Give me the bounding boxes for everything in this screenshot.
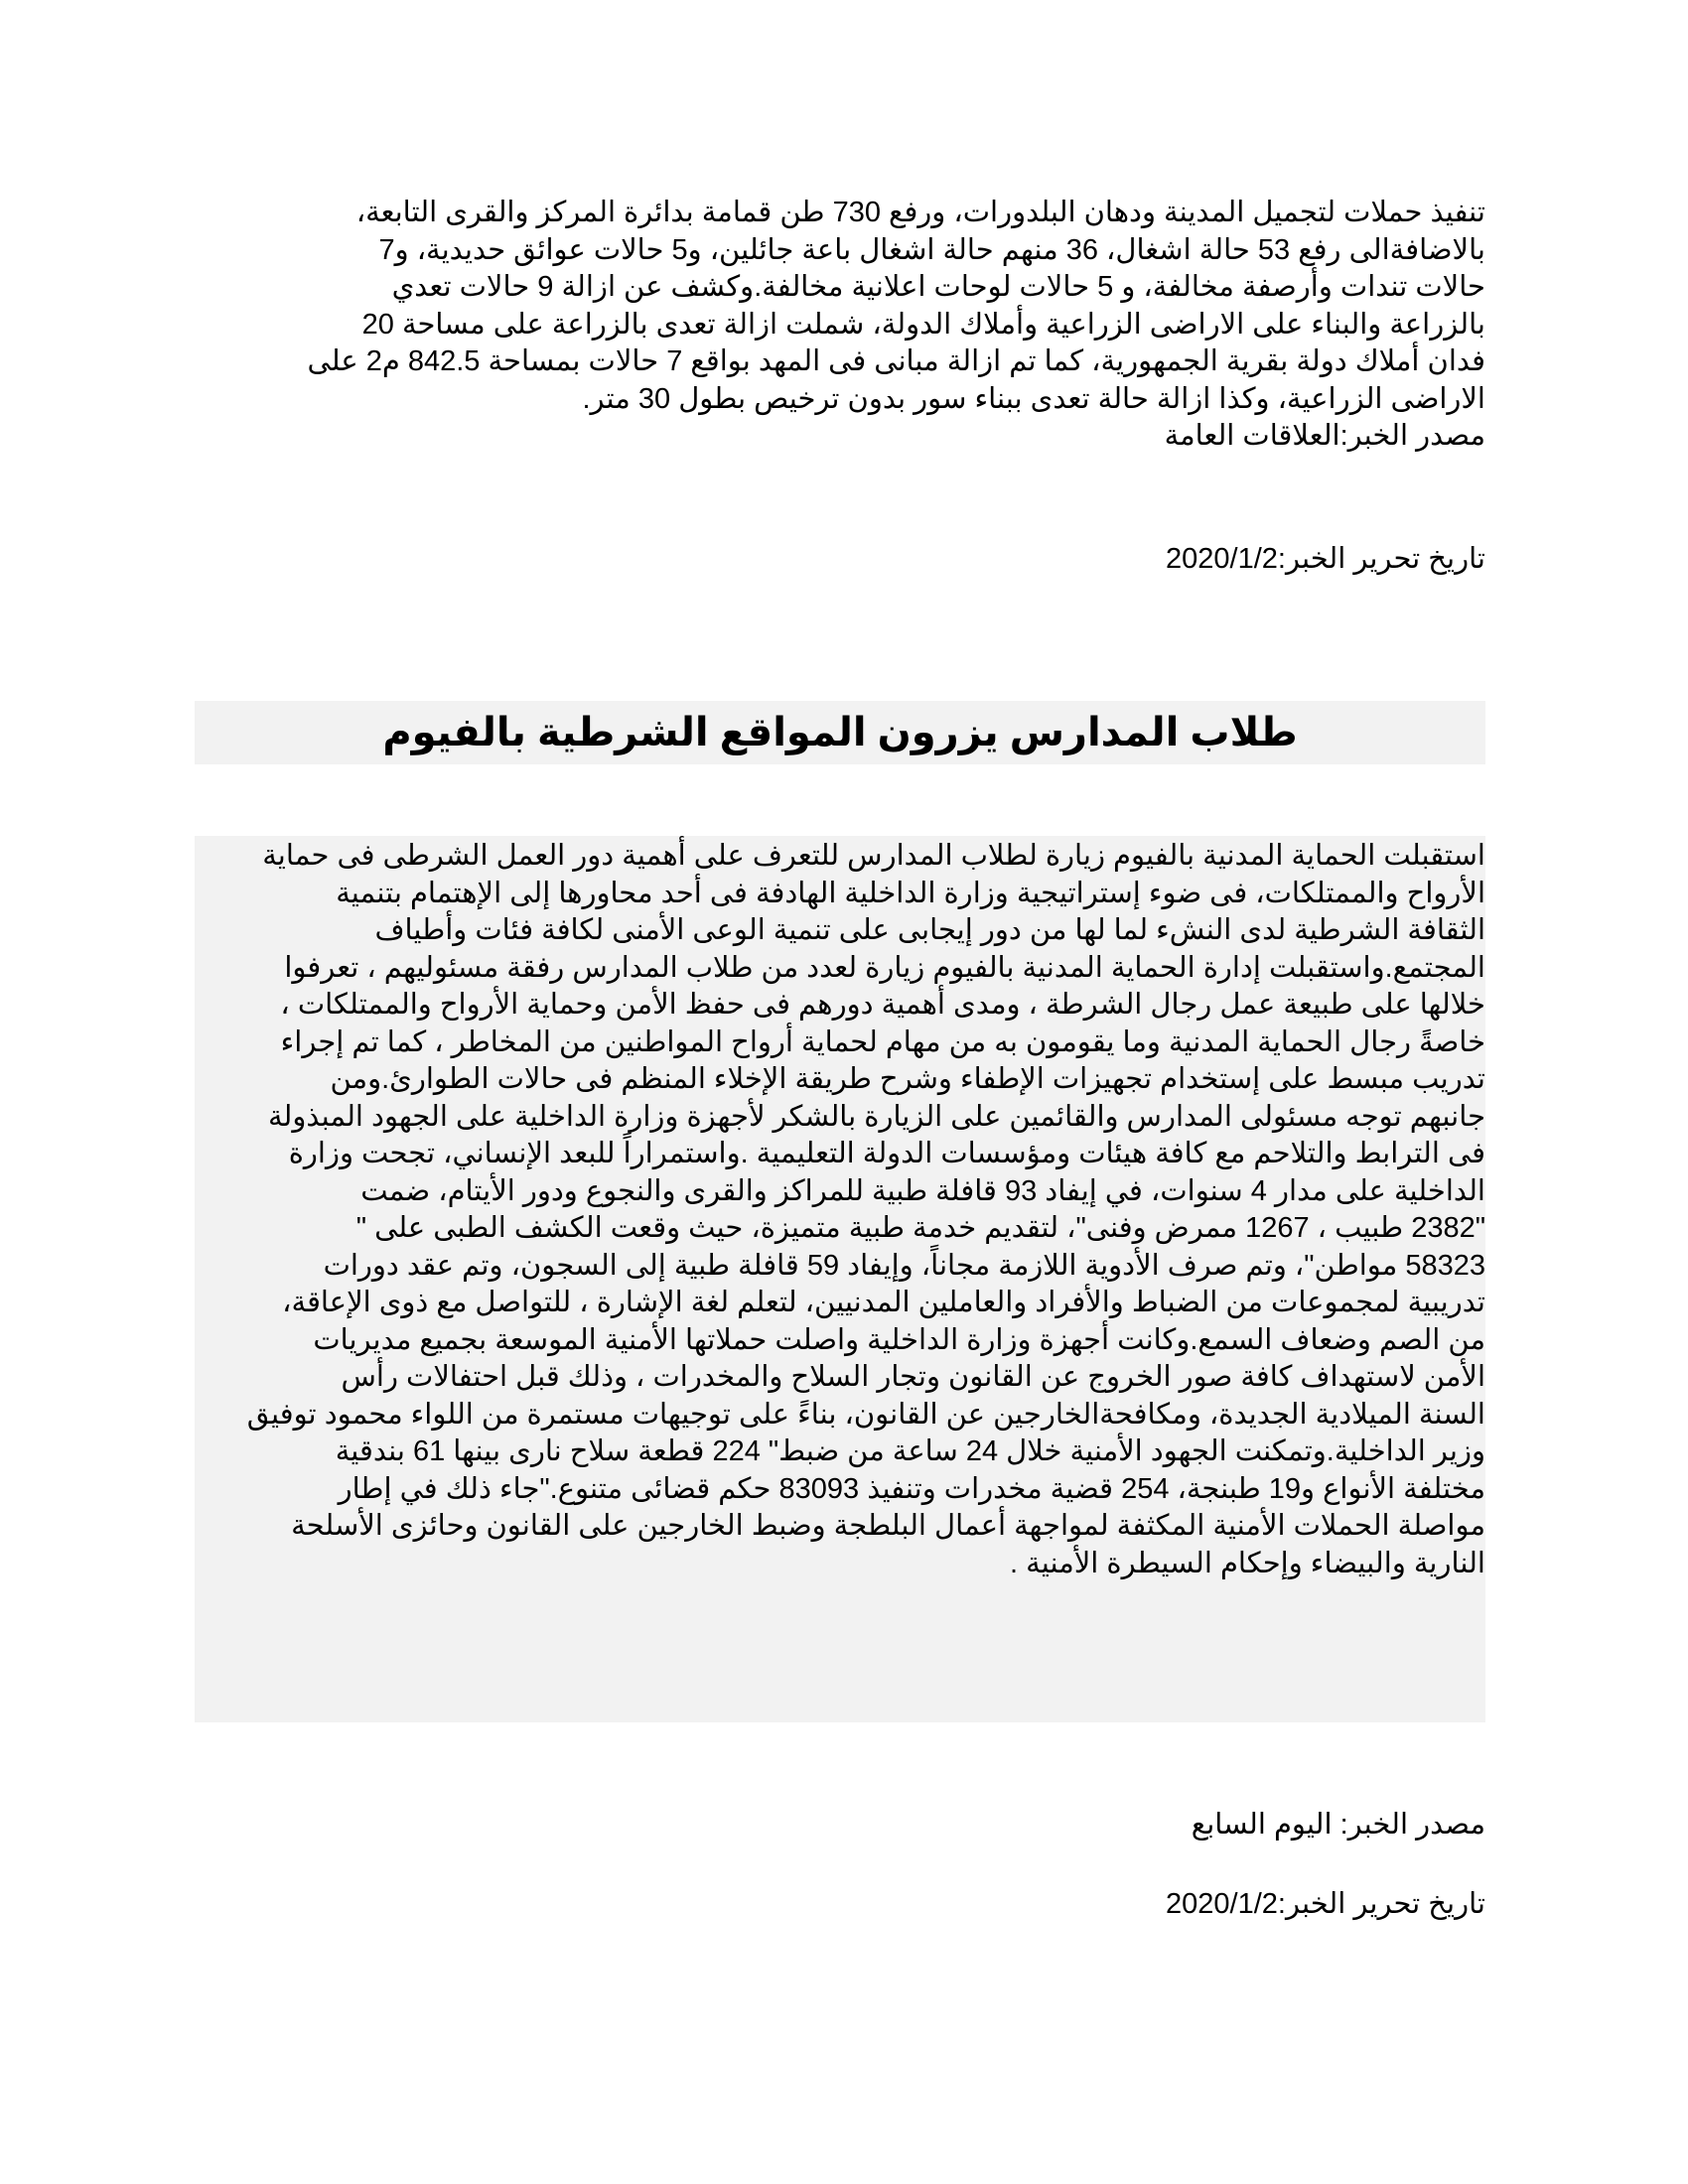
text-line: النارية والبيضاء وإحكام السيطرة الأمنية . bbox=[1010, 1547, 1485, 1579]
text-line: الداخلية على مدار 4 سنوات، في إيفاد 93 قافلة طبية للمراكز والقرى والنجوع ودور الأيتام، ضمت bbox=[360, 1174, 1485, 1207]
text-line: فدان أملاك دولة بقرية الجمهورية، كما تم ازالة مبانى فى المهد بواقع 7 حالات بمساحة 842.5 م2 على bbox=[307, 345, 1485, 377]
second-article-date: تاريخ تحرير الخبر:2020/1/2 bbox=[1166, 1888, 1485, 1920]
text-line: الثقافة الشرطية لدى النشء لما لها من دور إيجابى على تنمية الوعى الأمنى لكافة فئات وأطياف bbox=[374, 914, 1485, 946]
text-line: السنة الميلادية الجديدة، ومكافحةالخارجين عن القانون، بناءً على توجيهات مستمرة من اللواء محمود توفيق bbox=[246, 1398, 1485, 1431]
text-line: الأمن لاستهداف كافة صور الخروج عن القانون وتجار السلاح والمخدرات ، وذلك قبل احتفالات رأس bbox=[341, 1361, 1485, 1393]
second-article-paragraph bbox=[195, 836, 1485, 1582]
text-line: تدريبية لمجموعات من الضباط والأفراد والعاملين المدنيين، لتعلم لغة الإشارة ، للتواصل مع ذوى الإعاقة، bbox=[282, 1287, 1485, 1318]
text-line: من الصم وضعاف السمع.وكانت أجهزة وزارة الداخلية واصلت حملاتها الأمنية الموسعة بجميع مديريات bbox=[313, 1323, 1485, 1356]
text-line: المجتمع.واستقبلت إدارة الحماية المدنية بالفيوم زيارة لعدد من طلاب المدارس رفقة مسئوليهم ، تعرفوا bbox=[284, 951, 1485, 984]
text-line: "2382 طبيب ، 1267 ممرض وفنى"، لتقديم خدمة طبية متميزة، حيث وقعت الكشف الطبى على " bbox=[355, 1212, 1485, 1244]
first-article-date: تاريخ تحرير الخبر:2020/1/2 bbox=[1166, 543, 1485, 575]
text-line: فى الترابط والتلاحم مع كافة هيئات ومؤسسات الدولة التعليمية .واستمراراً للبعد الإنساني، تجحت وزارة bbox=[288, 1138, 1485, 1169]
text-line: بالاضافةالى رفع 53 حالة اشغال، 36 منهم حالة اشغال باعة جائلين، و5 حالات عوائق حديدية، و7 bbox=[378, 233, 1485, 266]
article-title: طلاب المدارس يزرون المواقع الشرطية بالفيوم bbox=[195, 701, 1485, 764]
text-line: مختلفة الأنواع و19 طبنجة، 254 قضية مخدرات وتنفيذ 83093 حكم قضائى متنوع."جاء ذلك في إطار bbox=[338, 1472, 1485, 1505]
text-line: خاصةً رجال الحماية المدنية وما يقومون به من مهام لحماية أرواح المواطنين من المخاطر ، كما تم إجراء bbox=[280, 1025, 1485, 1058]
text-line: 58323 مواطن"، وتم صرف الأدوية اللازمة مجاناً، وإيفاد 59 قافلة طبية إلى السجون، وتم عقد دورات bbox=[323, 1249, 1485, 1282]
text-line: بالزراعة والبناء على الاراضى الزراعية وأملاك الدولة، شملت ازالة تعدى بالزراعة على مساحة 20 bbox=[361, 308, 1485, 341]
text-line: حالات تندات وأرصفة مخالفة، و 5 حالات لوحات اعلانية مخالفة.وكشف عن ازالة 9 حالات تعدي bbox=[391, 271, 1485, 303]
text-line: تنفيذ حملات لتجميل المدينة ودهان البلدورات، ورفع 730 طن قمامة بدائرة المركز والقرى التابعة، bbox=[355, 197, 1485, 228]
text-line: الاراضى الزراعية، وكذا ازالة حالة تعدى ببناء سور بدون ترخيص بطول 30 متر. bbox=[582, 382, 1485, 415]
text-line: خلالها على طبيعة عمل رجال الشرطة ، ومدى أهمية دورهم فى حفظ الأمن وحماية الأرواح والممتلكات ، bbox=[280, 989, 1485, 1021]
text-line: تدريب مبسط على إستخدام تجهيزات الإطفاء وشرح طريقة الإخلاء المنظم فى حالات الطوارئ.ومن bbox=[330, 1063, 1485, 1095]
first-article-body bbox=[195, 195, 1485, 456]
first-article-paragraph bbox=[195, 195, 1485, 456]
text-line: وزير الداخلية.وتمكنت الجهود الأمنية خلال 24 ساعة من ضبط" 224 قطعة سلاح نارى بينها 61 بندقية bbox=[335, 1435, 1485, 1467]
text-line: استقبلت الحماية المدنية بالفيوم زيارة لطلاب المدارس للتعرف على أهمية دور العمل الشرطى فى حماية bbox=[262, 840, 1485, 872]
news-source: مصدر الخبر:العلاقات العامة bbox=[1164, 420, 1485, 452]
text-line: الأرواح والممتلكات، فى ضوء إستراتيجية وزارة الداخلية الهادفة فى أحد محاورها إلى الإهتمام بتنمية bbox=[336, 877, 1485, 909]
text-line: جانبهم توجه مسئولى المدارس والقائمين على الزيارة بالشكر لأجهزة وزارة الداخلية على الجهود المبذولة bbox=[267, 1100, 1485, 1133]
second-article-body bbox=[195, 836, 1485, 1722]
text-line: مواصلة الحملات الأمنية المكثفة لمواجهة أعمال البلطجة وضبط الخارجين على القانون وحائزى الأسلحة bbox=[291, 1510, 1485, 1542]
second-article-source: مصدر الخبر: اليوم السابع bbox=[1191, 1809, 1485, 1841]
